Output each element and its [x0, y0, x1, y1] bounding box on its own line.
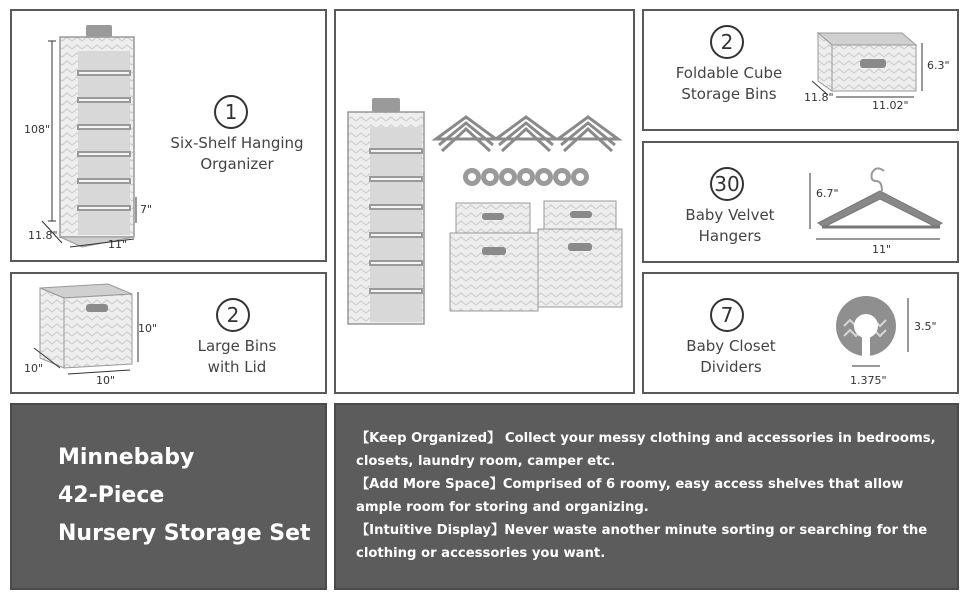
- cube-bin-depth-label: 11.8": [804, 91, 834, 104]
- hangers-count-badge: 30: [710, 167, 744, 201]
- cube-bins-panel: [642, 9, 959, 131]
- large-bin-height-label: 10": [138, 322, 158, 335]
- feature-add-more-space: 【Add More Space】Comprised of 6 roomy, easy access shelves that allow ample room for storing and organizing.: [356, 477, 904, 515]
- brand-product-name: Nursery Storage Set: [58, 521, 311, 546]
- organizer-panel: [10, 9, 327, 262]
- divider-height-label: 3.5": [914, 320, 937, 333]
- organizer-width-label: 11": [108, 238, 128, 251]
- large-bins-panel: [10, 272, 327, 394]
- divider-image: [644, 274, 961, 396]
- organizer-height-label: 108": [24, 123, 51, 136]
- large-bins-count-badge: 2: [216, 298, 250, 332]
- cube-bins-count-badge: 2: [710, 25, 744, 59]
- large-bin-width-label: 10": [96, 374, 116, 387]
- dividers-panel: [642, 272, 959, 394]
- large-bin-depth-label: 10": [24, 362, 44, 375]
- hanger-image: [644, 143, 961, 265]
- cube-bin-width-label: 11.02": [872, 99, 909, 112]
- features-panel: [334, 403, 959, 590]
- organizer-title-line2: Organizer: [200, 155, 274, 173]
- brand-panel: [10, 403, 327, 590]
- cube-bins-title-line2: Storage Bins: [681, 85, 777, 103]
- brand-piece-count: 42-Piece: [58, 483, 165, 508]
- feature-keep-organized: 【Keep Organized】 Collect your messy clothing and accessories in bedrooms, closets, laundry room, camper etc.: [356, 431, 936, 469]
- divider-width-label: 1.375": [850, 374, 887, 387]
- hangers-title-line1: Baby Velvet: [685, 206, 775, 224]
- full-set-panel: [334, 9, 635, 394]
- hangers-panel: [642, 141, 959, 263]
- dividers-title-line1: Baby Closet: [686, 337, 776, 355]
- hanger-height-label: 6.7": [816, 187, 839, 200]
- large-bins-title: [162, 336, 312, 378]
- brand-name: Minnebaby: [58, 445, 195, 470]
- hanger-width-label: 11": [872, 243, 892, 256]
- feature-intuitive-display: 【Intuitive Display】Never waste another minute sorting or searching for the clothing or accessories you want.: [356, 523, 928, 561]
- organizer-count-badge: 1: [214, 95, 248, 129]
- dividers-count-badge: 7: [710, 298, 744, 332]
- large-bins-title-line1: Large Bins: [197, 337, 277, 355]
- organizer-shelf-label: 7": [140, 203, 153, 216]
- cube-bin-height-label: 6.3": [927, 59, 950, 72]
- organizer-title-line1: Six-Shelf Hanging: [170, 134, 304, 152]
- hangers-title-line2: Hangers: [698, 227, 762, 245]
- dividers-title-line2: Dividers: [700, 358, 762, 376]
- organizer-depth-label: 11.8": [28, 229, 58, 242]
- organizer-title: [152, 133, 322, 175]
- full-set-image: [336, 11, 637, 396]
- cube-bins-title-line1: Foldable Cube: [675, 64, 783, 82]
- cube-bin-image: [644, 11, 961, 133]
- large-bins-title-line2: with Lid: [207, 358, 267, 376]
